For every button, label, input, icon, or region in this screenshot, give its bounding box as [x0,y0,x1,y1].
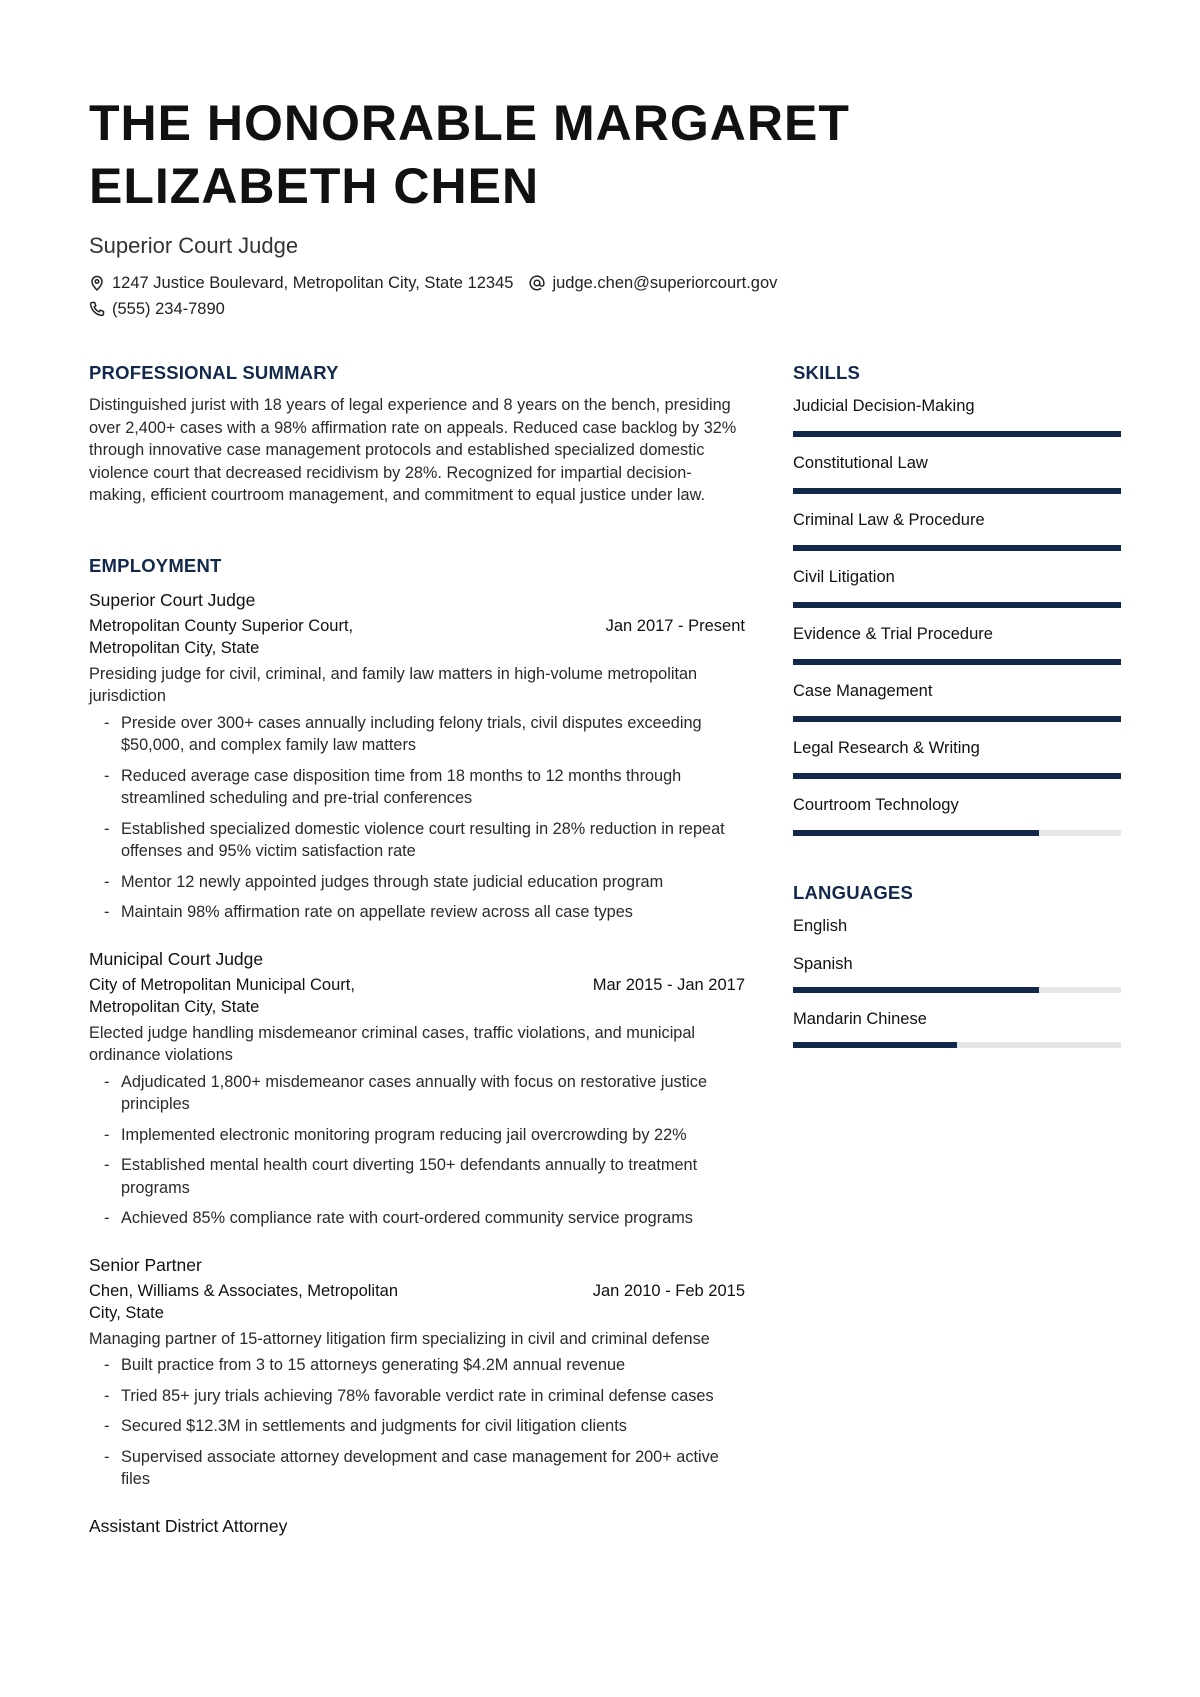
skill-name: Legal Research & Writing [793,739,980,757]
job-bullet-text: Maintain 98% affirmation rate on appellate review across all case types [121,903,633,921]
job-bullet [89,1071,745,1116]
bullet-dash: - [104,1447,110,1466]
candidate-name-line-2: ELIZABETH CHEN [89,158,540,214]
employment-heading: EMPLOYMENT [89,554,222,576]
skill-list [793,394,1121,836]
sidebar-column [793,360,1121,1062]
bullet-dash: - [104,872,110,891]
skill-item [793,508,1121,551]
job-company: Chen, Williams & Associates, Metropolitan City, State [89,1281,399,1322]
job-title: Assistant District Attorney [89,1515,288,1536]
language-list [793,914,1121,1048]
summary-heading: PROFESSIONAL SUMMARY [89,362,339,383]
job-meta [89,974,745,1019]
skill-name: Civil Litigation [793,568,895,586]
skill-name: Criminal Law & Procedure [793,511,985,529]
bullet-dash: - [104,766,110,785]
job-bullet [89,1354,745,1377]
bullet-dash: - [104,1125,110,1144]
candidate-name-line-1: THE HONORABLE MARGARET [89,95,850,151]
summary-text: Distinguished jurist with 18 years of legal experience and 8 years on the bench, presiding over 2,400+ cases with a 98% affirmation rate on appeals. Reduced case backlog by 32% through innovative case management protocols and established specialized domestic violence court that decreased recidivism by 28%. Recognized for impartial decision-making, efficient courtroom management, and commitment to equal justice under law. [89,396,737,504]
skill-name: Courtroom Technology [793,796,959,814]
job-bullet [89,712,745,757]
language-name: English [793,917,848,935]
languages-section [793,880,1121,1048]
job-title: Senior Partner [89,1254,202,1275]
bullet-dash: - [104,1356,110,1374]
language-item [793,952,1121,993]
job-bullet [89,1154,745,1199]
skill-level-bar [793,488,1121,494]
job-bullet-text: Secured $12.3M in settlements and judgments for civil litigation clients [121,1417,627,1435]
skill-name: Case Management [793,682,933,700]
bullet-dash: - [104,1417,110,1435]
bullet-dash: - [104,1072,110,1091]
skill-item [793,394,1121,437]
job-title: Superior Court Judge [89,589,256,610]
language-item [793,914,1121,938]
job-bullet [89,1446,745,1491]
job-bullet [89,1207,745,1230]
job-bullet-text: Tried 85+ jury trials achieving 78% favorable verdict rate in criminal defense cases [121,1386,714,1405]
skill-level-fill [793,545,1121,551]
skill-item [793,793,1121,836]
job-dates: Mar 2015 - Jan 2017 [592,975,745,994]
bullet-dash: - [104,1209,110,1227]
skill-level-bar [793,659,1121,665]
job-bullet-text: Implemented electronic monitoring program reducing jail overcrowding by 22% [121,1125,687,1144]
phone-text[interactable]: (555) 234-7890 [112,300,225,318]
job-list [89,587,745,1539]
skill-level-fill [793,488,1121,494]
job-bullet-text: Established mental health court diverting 150+ defendants annually to treatment programs [121,1156,698,1197]
job-bullet-list [89,712,745,924]
contact-info [89,270,1119,322]
candidate-title: Superior Court Judge [89,233,299,258]
skill-level-bar [793,545,1121,551]
job-dates: Jan 2010 - Feb 2015 [592,1281,745,1300]
skill-level-fill [793,716,1121,722]
job-entry [89,946,745,1230]
skills-heading: SKILLS [793,362,860,383]
bullet-dash: - [104,903,110,921]
job-bullet [89,871,745,894]
email-item[interactable] [529,270,777,296]
language-name: Mandarin Chinese [793,1010,927,1028]
language-level-bar [793,1042,1121,1048]
skill-item [793,679,1121,722]
candidate-name [89,92,1119,218]
job-bullet-text: Adjudicated 1,800+ misdemeanor cases annually with focus on restorative justice principles [121,1072,707,1113]
job-meta [89,1280,745,1325]
job-entry [89,1513,745,1539]
job-bullet-text: Established specialized domestic violence court resulting in 28% reduction in repeat offenses and 95% victim satisfaction rate [121,819,725,860]
skill-level-bar [793,602,1121,608]
phone-item[interactable] [89,296,225,322]
job-bullet-text: Reduced average case disposition time from 18 months to 12 months through streamlined scheduling and pre-trial conferences [121,766,682,807]
job-bullet [89,765,745,810]
job-bullet-text: Supervised associate attorney development and case management for 200+ active files [121,1447,719,1488]
skill-name: Constitutional Law [793,454,928,472]
bullet-dash: - [104,713,110,732]
skill-item [793,736,1121,779]
skills-section [793,360,1121,836]
job-bullet [89,901,745,924]
summary-section [89,360,745,507]
language-level-fill [793,1042,957,1048]
location-pin-icon [89,275,105,291]
language-level-bar [793,987,1121,993]
job-bullet [89,1385,745,1408]
employment-section [89,553,745,1539]
language-name: Spanish [793,955,853,973]
skill-name: Judicial Decision-Making [793,397,975,415]
job-bullet-list [89,1071,745,1230]
skill-item [793,565,1121,608]
skill-level-bar [793,716,1121,722]
bullet-dash: - [104,819,110,838]
job-bullet-text: Achieved 85% compliance rate with court-ordered community service programs [121,1209,693,1227]
job-company: Metropolitan County Superior Court, Metropolitan City, State [89,616,354,657]
job-bullet-text: Preside over 300+ cases annually including felony trials, civil disputes exceeding $50,000, and complex family law matters [121,713,702,754]
job-dates: Jan 2017 - Present [605,616,745,635]
skill-level-fill [793,659,1121,665]
skill-level-bar [793,830,1121,836]
job-description: Presiding judge for civil, criminal, and family law matters in high-volume metropolitan jurisdiction [89,664,698,705]
email-text[interactable]: judge.chen@superiorcourt.gov [552,274,778,292]
bullet-dash: - [104,1386,110,1405]
job-title: Municipal Court Judge [89,948,264,969]
job-entry [89,587,745,924]
job-meta [89,615,745,660]
skill-level-bar [793,773,1121,779]
job-description: Managing partner of 15-attorney litigation firm specializing in civil and criminal defense [89,1329,710,1348]
skill-item [793,622,1121,665]
address-text: 1247 Justice Boulevard, Metropolitan City, State 12345 [112,274,514,292]
resume-header [89,92,1119,322]
job-company: City of Metropolitan Municipal Court, Metropolitan City, State [89,975,355,1016]
skill-level-fill [793,773,1121,779]
job-bullet-text: Mentor 12 newly appointed judges through state judicial education program [121,872,664,891]
at-sign-icon [529,275,545,291]
skill-level-fill [793,602,1121,608]
job-bullet [89,818,745,863]
phone-icon [89,301,105,317]
language-level-fill [793,987,1039,993]
job-bullet-list [89,1354,745,1491]
job-bullet [89,1415,745,1438]
language-item [793,1007,1121,1048]
bullet-dash: - [104,1156,110,1174]
address-item [89,270,513,296]
main-column [89,360,745,1561]
skill-item [793,451,1121,494]
skill-name: Evidence & Trial Procedure [793,625,993,643]
job-entry [89,1252,745,1491]
skill-level-fill [793,830,1039,836]
job-bullet [89,1124,745,1147]
job-description: Elected judge handling misdemeanor criminal cases, traffic violations, and municipal ordinance violations [89,1023,696,1064]
job-bullet-text: Built practice from 3 to 15 attorneys generating $4.2M annual revenue [121,1356,626,1374]
skill-level-fill [793,431,1121,437]
skill-level-bar [793,431,1121,437]
languages-heading: LANGUAGES [793,882,913,903]
